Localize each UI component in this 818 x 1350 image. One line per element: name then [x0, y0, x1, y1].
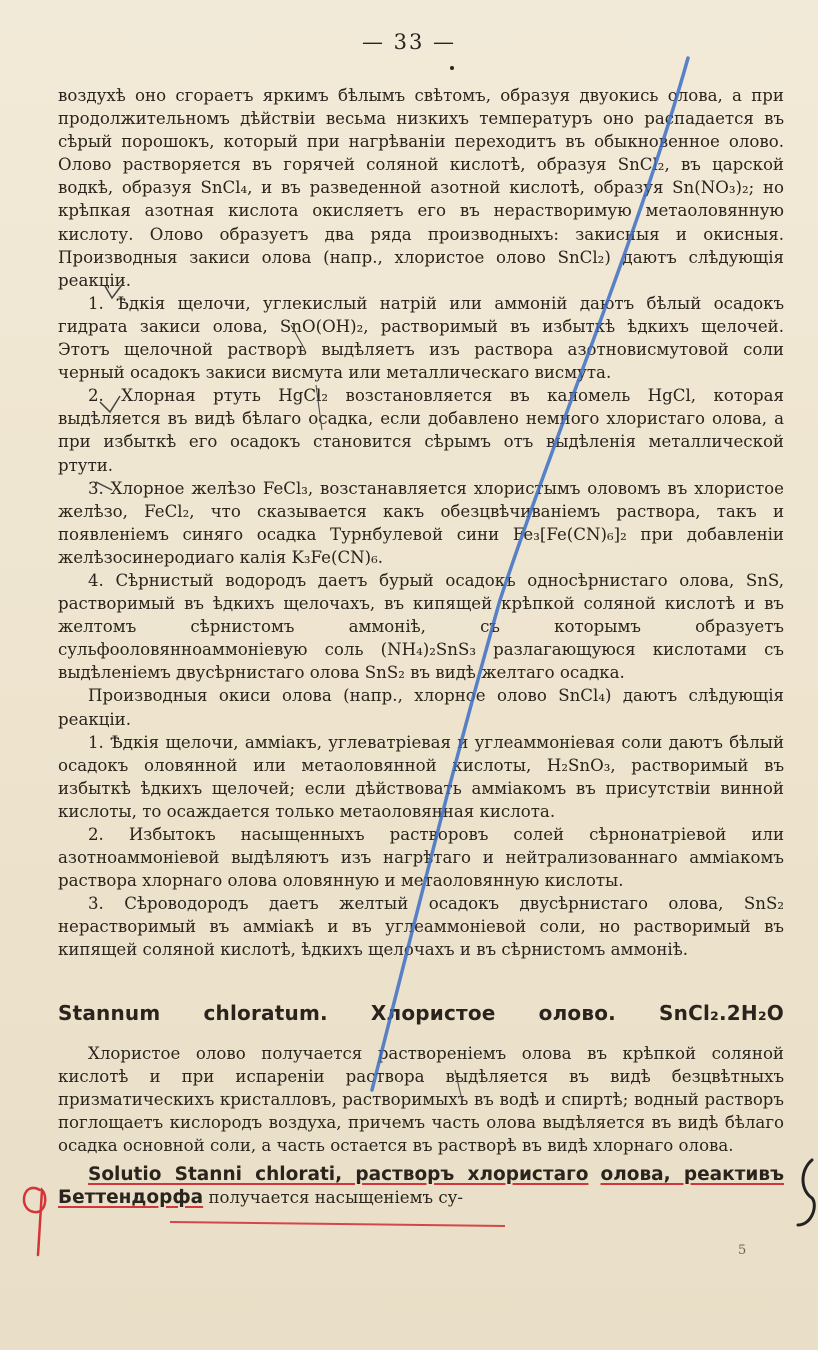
- text-body: [58, 84, 784, 1209]
- red-margin-mark: [24, 1188, 45, 1255]
- paragraph-oxide-derivatives: Производныя окиси олова (напр., хлорное олово SnCl₄) даютъ слѣдующія реакціи.: [58, 686, 784, 729]
- paragraph-oxide-reaction-3: 3. Сѣроводородъ даетъ желтый осадокъ двусѣрнистаго олова, SnS₂ нерастворимый въ аммiакѣ и въ углеаммоніевой соли, но растворимый въ кипящей соляной кислотѣ, ѣдкихъ щелочахъ и въ сѣрнистомъ аммоніѣ.: [58, 894, 784, 960]
- signature-mark: 5: [738, 1243, 747, 1258]
- paragraph-reaction-4: 4. Сѣрнистый водородъ даетъ бурый осадокъ односѣрнистаго олова, SnS, растворимый въ ѣдкихъ щелочахъ, въ кипящей крѣпкой соляной кислотѣ и въ желтомъ сѣрнистомъ аммоніѣ, съ которымъ образуетъ сульфооловянноаммоніевую соль (NH₄)₂SnS₃ разлагающуюся кислотами съ выдѣленіемъ двусѣрнистаго олова SnS₂ въ видѣ желтаго осадка.: [58, 570, 784, 683]
- black-margin-mark: [798, 1160, 814, 1225]
- paragraph-reagent: [58, 1163, 784, 1209]
- section-heading: Stannum chloratum. Хлористое олово. SnCl₂.2H₂O: [58, 1000, 784, 1025]
- reagent-title-b: олова, реактивъ Беттендорфа: [58, 1164, 785, 1209]
- paragraph-reaction-1: 1. Ѣдкія щелочи, углекислый натрій или аммоній даютъ бѣлый осадокъ гидрата закиси олова, SnO(OH)₂, растворимый въ избыткѣ ѣдкихъ щелочей. Этотъ щелочной растворъ выдѣляетъ изъ раствора азотновисмутовой соли черный осадокъ закиси висмута или металлическаго висмута.: [58, 293, 784, 383]
- paragraph-reaction-2: 2. Хлорная ртуть HgCl₂ возстановляется въ каломель HgCl, которая выдѣляется въ видѣ бѣлаго осадка, если добавлено немного хлористаго олова, а при избыткѣ его осадокъ становится сѣрымъ отъ выдѣленія металлической ртути.: [58, 386, 784, 475]
- red-underline: [170, 1222, 505, 1226]
- paragraph-oxide-reaction-2: 2. Избытокъ насыщенныхъ растворовъ солей сѣрнонатріевой или азотноаммоніевой выдѣляютъ изъ нагрѣтаго и нейтрализованнаго аммiакомъ раствора хлорнаго олова оловянную и метаоловянную кислоты.: [58, 825, 784, 891]
- reagent-title-a: Solutio Stanni chlorati, растворъ хлористаго: [88, 1164, 589, 1186]
- page-number: — 33 —: [361, 30, 457, 54]
- reagent-text: получается насыщеніемъ су-: [208, 1188, 463, 1208]
- paragraph-stannous-chloride: Хлористое олово получается растворенiемъ олова въ крѣпкой соляной кислотѣ и при испареніи раствора выдѣляется въ видѣ безцвѣтныхъ призматическихъ кристалловъ, растворимыхъ въ водѣ и спиртѣ; водный растворъ поглощаетъ кислородъ воздуха, причемъ часть олова выдѣляется въ видѣ бѣлаго осадка основной соли, а часть остается въ растворѣ въ видѣ хлорнаго олова.: [58, 1043, 784, 1155]
- ink-dot: [450, 66, 454, 70]
- paragraph-oxide-reaction-1: 1. Ѣдкія щелочи, аммiакъ, углеватріевая и углеаммоніевая соли даютъ бѣлый осадокъ оловянной или метаоловянной кислоты, H₂SnO₃, растворимый въ избыткѣ ѣдкихъ щелочей; если дѣйствовать аммiакомъ въ присутствіи винной кислоты, то осаждается только метаоловянная кислота.: [58, 732, 784, 821]
- paragraph-tin-properties: воздухѣ оно сгораетъ яркимъ бѣлымъ свѣтомъ, образуя двуокись олова, а при продолжительномъ дѣйствіи весьма низкихъ температуръ оно распадается въ сѣрый порошокъ, который при нагрѣваніи переходитъ въ обыкновенное олово. Олово растворяется въ горячей соляной кислотѣ, образуя SnCl₂, въ царской водкѣ, образуя SnCl₄, и въ разведенной азотной кислотѣ, образуя Sn(NO₃)₂; но крѣпкая азотная кислота окисляетъ его въ нерастворимую метаоловянную кислоту. Олово образуетъ два ряда производныхъ: закисныя и окисныя. Производныя закиси олова (напр., хлористое олово SnCl₂) даютъ слѣдующія реакціи.: [58, 86, 784, 290]
- paragraph-reaction-3: 3. Хлорное желѣзо FeCl₃, возстанавляется хлористымъ оловомъ въ хлористое желѣзо, FeCl₂, что сказывается какъ обезцвѣчиваніемъ раствора, такъ и появленіемъ синяго осадка Турнбулевой сини Fe₃[Fe(CN)₆]₂ при добавленіи желѣзосинеродиаго калія K₃Fe(CN)₆.: [58, 478, 784, 567]
